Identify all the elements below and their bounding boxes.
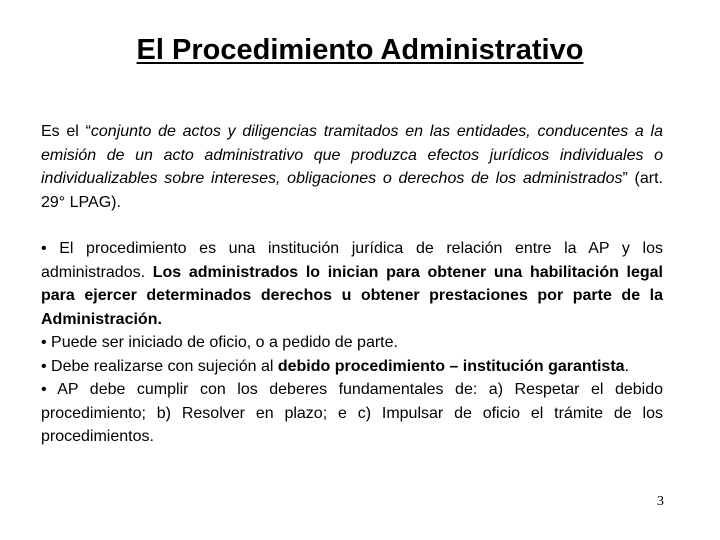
bullet-item-initiation [41, 331, 663, 355]
bullet-text: • Debe realizarse con sujeción al [41, 357, 278, 375]
bullet-item-duties [41, 378, 663, 449]
definition-quote: conjunto de actos y diligencias tramitados en las entidades, conducentes a la emisión de un acto administrativo que produzca efectos jurídicos individuales o individualizables sobre intereses, obligaciones o derechos de los administrados [41, 123, 663, 187]
bullet-text: • El procedimiento es una institución jurídica de relación entre la AP y los administrados. [41, 240, 663, 281]
page-number: 3 [657, 494, 664, 509]
bullet-item-due-process [41, 355, 663, 379]
slide-title-text: El Procedimiento Administrativo [136, 34, 584, 66]
definition-paragraph [41, 120, 663, 214]
slide-title [0, 30, 720, 70]
bullet-bold-text: debido procedimiento – institución garantista [277, 357, 625, 375]
bullet-text: • Puede ser iniciado de oficio, o a pedido de parte. [41, 334, 398, 351]
bullet-item-relationship [41, 237, 663, 331]
definition-prefix: Es el “ [41, 123, 91, 140]
definition-suffix: ” (art. 29° LPAG). [41, 170, 663, 211]
bullet-list [41, 237, 663, 449]
bullet-tail: . [624, 357, 629, 375]
bullet-bold-text: Los administrados lo inician para obtener una habilitación legal para ejercer determinados derechos u obtener prestaciones por parte de la Administración. [41, 263, 663, 328]
bullet-text: • AP debe cumplir con los deberes fundamentales de: a) Respetar el debido procedimiento; b) Resolver en plazo; e c) Impulsar de oficio el trámite de los procedimientos. [41, 381, 663, 445]
